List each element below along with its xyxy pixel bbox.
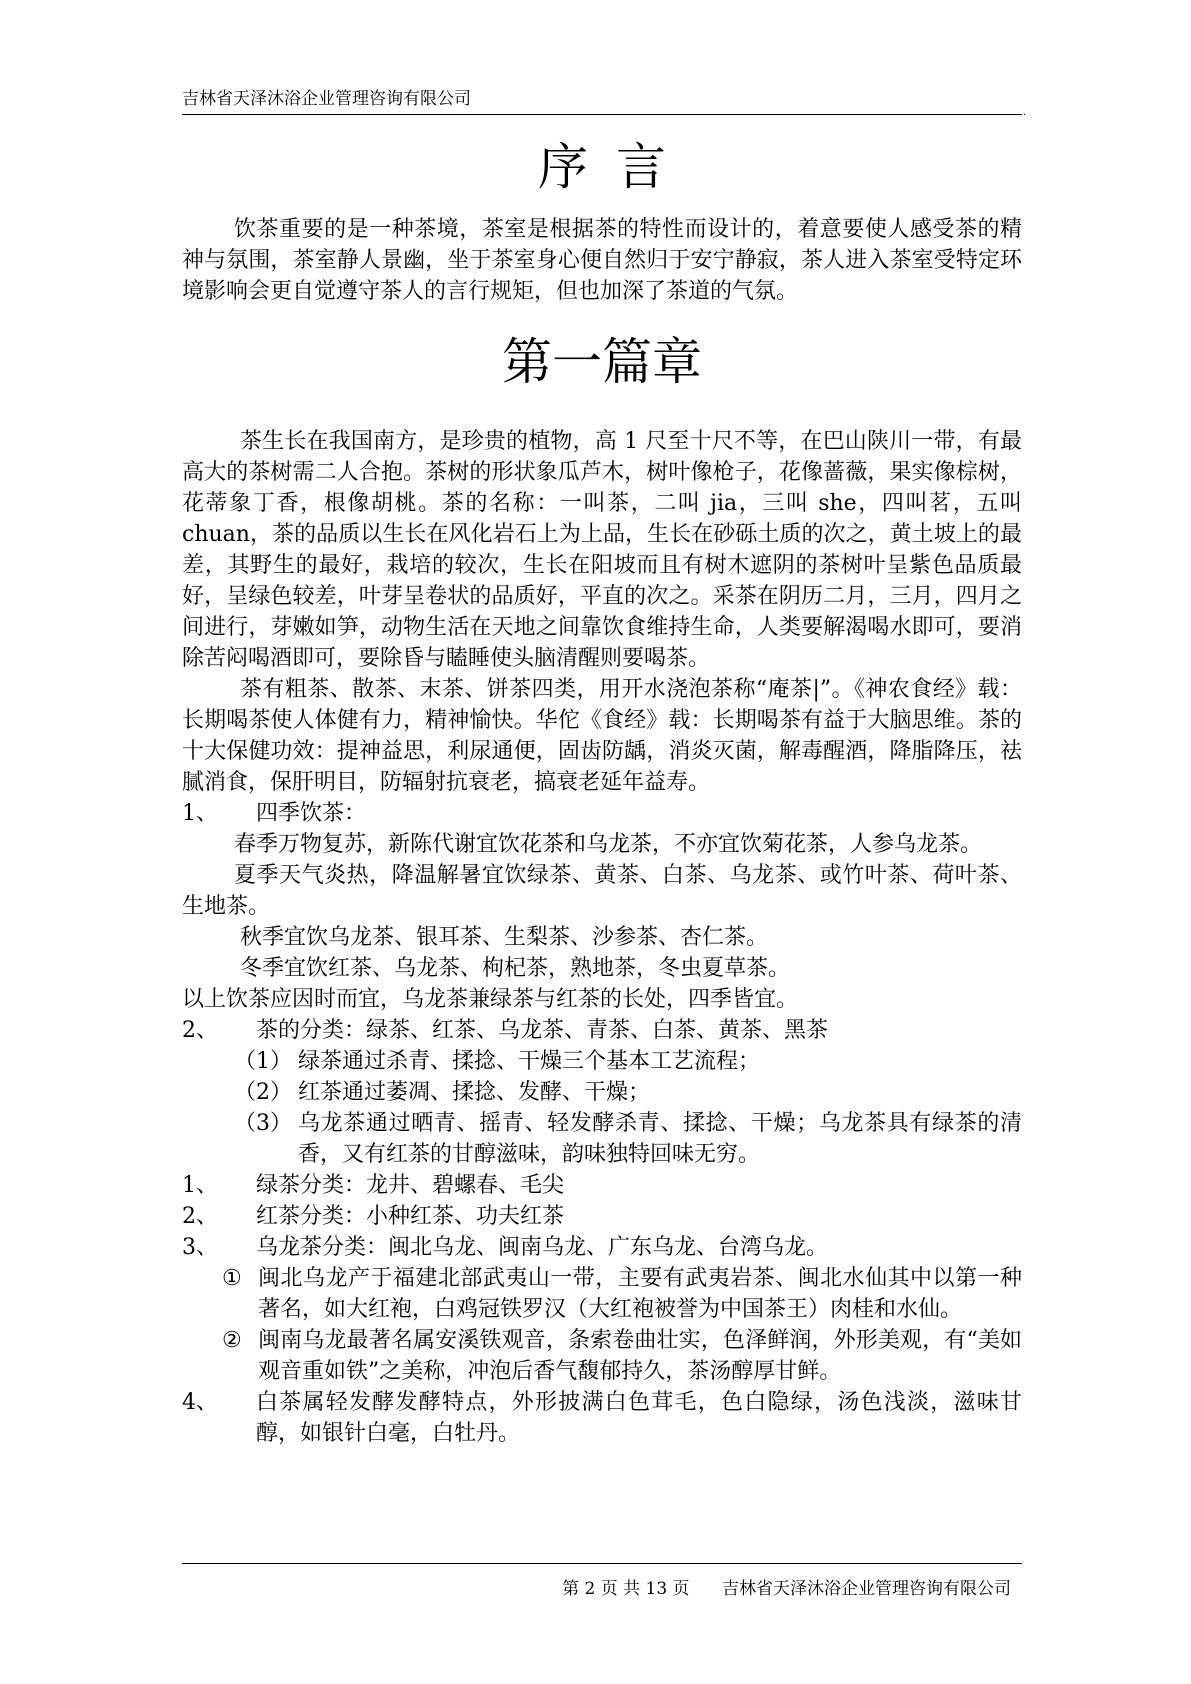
chapter-title: 第一篇章 <box>502 333 702 391</box>
section-2-heading <box>182 1015 1022 1046</box>
process-item-1 <box>182 1046 1022 1077</box>
chapter-body <box>182 426 1022 1449</box>
process-item-3 <box>182 1108 1022 1170</box>
section-1-title: 四季饮茶： <box>256 801 367 826</box>
winter-line: 冬季宜饮红茶、乌龙茶、枸杞茶，熟地茶，冬虫夏草茶。 <box>240 956 791 981</box>
process-item-2-text: 红茶通过萎凋、揉捻、发酵、干燥； <box>298 1080 651 1105</box>
process-item-3-text: 乌龙茶通过晒青、摇青、轻发酵杀青、揉捻、干燥；乌龙茶具有绿茶的清香，又有红茶的甘醇滋味，韵味独特回味无穷。 <box>298 1111 1022 1167</box>
numbered-item-3-text: 乌龙茶分类：闽北乌龙、闽南乌龙、广东乌龙、台湾乌龙。 <box>256 1235 829 1260</box>
circled-item-2-number: ② <box>222 1328 242 1353</box>
section-1-number: 1、 <box>182 801 218 826</box>
process-item-1-number: （1） <box>234 1049 292 1074</box>
page-header <box>182 88 1026 118</box>
numbered-item-2-text: 红茶分类：小种红茶、功夫红茶 <box>256 1204 565 1229</box>
numbered-item-1-text: 绿茶分类：龙井、碧螺春、毛尖 <box>256 1173 565 1198</box>
footer-page-number: 第 2 页 共 13 页 <box>562 1579 690 1599</box>
circled-item-1-number: ① <box>222 1266 242 1291</box>
section-1-heading <box>182 798 1022 829</box>
numbered-item-4-text: 白茶属轻发酵发酵特点，外形披满白色茸毛，色白隐绿，汤色浅淡，滋味甘醇，如银针白毫，白牡丹。 <box>256 1390 1022 1446</box>
header-mark: . <box>1022 107 1026 118</box>
autumn-line: 秋季宜饮乌龙茶、银耳茶、生梨茶、沙参茶、杏仁茶。 <box>240 925 769 950</box>
season-summary: 以上饮茶应因时而宜，乌龙茶兼绿茶与红茶的长处，四季皆宜。 <box>182 987 799 1012</box>
circled-item-2-text: 闽南乌龙最著名属安溪铁观音，条索卷曲壮实，色泽鲜润，外形美观，有“美如观音重如铁”之美称，冲泡后香气馥郁持久，茶汤醇厚甘鲜。 <box>258 1328 1022 1384</box>
circled-item-1 <box>182 1263 1022 1325</box>
section-2-text: 茶的分类：绿茶、红茶、乌龙茶、青茶、白茶、黄茶、黑茶 <box>256 1018 829 1043</box>
numbered-item-2 <box>182 1201 1022 1232</box>
footer-company: 吉林省天泽沐浴企业管理咨询有限公司 <box>722 1579 1011 1599</box>
numbered-item-3-number: 3、 <box>182 1235 218 1260</box>
preface-section <box>182 214 1022 307</box>
section-2-number: 2、 <box>182 1018 218 1043</box>
circled-item-1-text: 闽北乌龙产于福建北部武夷山一带，主要有武夷岩茶、闽北水仙其中以第一种著名，如大红袍，白鸡冠铁罗汉（大红袍被誉为中国茶王）肉桂和水仙。 <box>258 1266 1022 1322</box>
numbered-item-1-number: 1、 <box>182 1173 218 1198</box>
chapter-paragraph-1: 茶生长在我国南方，是珍贵的植物，高 1 尺至十尺不等，在巴山陕川一带，有最高大的茶树需二人合抱。茶树的形状象瓜芦木，树叶像枪子，花像蔷薇，果实像棕树，花蒂象丁香，根像胡桃。茶的名称：一叫茶，二叫 jia，三叫 she，四叫茗，五叫 chuan，茶的品质以生长在风化岩石上为上品，生长在砂砾土质的次之，黄土坡上的最差，其野生的最好，栽培的较次，生长在阳坡而且有树木遮阴的茶树叶呈紫色品质最好，呈绿色较差，叶芽呈卷状的品质好，平直的次之。采茶在阴历二月，三月，四月之间进行，芽嫩如笋，动物生活在天地之间靠饮食维持生命，人类要解渴喝水即可，要消除苦闷喝酒即可，要除昏与瞌睡使头脑清醒则要喝茶。 <box>182 429 1022 671</box>
footer-spacer <box>690 1579 722 1599</box>
spring-line: 春季万物复苏，新陈代谢宜饮花茶和乌龙茶，不亦宜饮菊花茶，人参乌龙茶。 <box>234 832 983 857</box>
preface-title: 序言 <box>538 138 694 196</box>
footer-divider <box>182 1563 1022 1564</box>
chapter-paragraph-2: 茶有粗茶、散茶、末茶、饼茶四类，用开水浇泡茶称“庵茶|”。《神农食经》载：长期喝茶使人体健有力，精神愉快。华佗《食经》载：长期喝茶有益于大脑思维。茶的十大保健功效：提神益思，利尿通便，固齿防龋，消炎灭菌，解毒醒酒，降脂降压，祛腻消食，保肝明目，防辐射抗衰老，搞衰老延年益寿。 <box>182 677 1022 795</box>
process-item-3-number: （3） <box>234 1111 292 1136</box>
numbered-item-4-number: 4、 <box>182 1390 218 1415</box>
numbered-item-3 <box>182 1232 1022 1263</box>
summer-line: 夏季天气炎热，降温解暑宜饮绿茶、黄茶、白茶、乌龙茶、或竹叶茶、荷叶茶、生地茶。 <box>182 863 1022 919</box>
process-item-2 <box>182 1077 1022 1108</box>
process-item-2-number: （2） <box>234 1080 292 1105</box>
preface-paragraph: 饮茶重要的是一种茶境，茶室是根据茶的特性而设计的，着意要使人感受茶的精神与氛围，茶室静人景幽，坐于茶室身心便自然归于安宁静寂，茶人进入茶室受特定环境影响会更自觉遵守茶人的言行规矩，但也加深了茶道的气氛。 <box>182 217 1022 304</box>
numbered-item-1 <box>182 1170 1022 1201</box>
process-item-1-text: 绿茶通过杀青、揉捻、干燥三个基本工艺流程； <box>298 1049 761 1074</box>
header-company: 吉林省天泽沐浴企业管理咨询有限公司 <box>182 89 471 109</box>
page-footer <box>562 1578 1011 1600</box>
circled-item-2 <box>182 1325 1022 1387</box>
numbered-item-4 <box>182 1387 1022 1449</box>
numbered-item-2-number: 2、 <box>182 1204 218 1229</box>
